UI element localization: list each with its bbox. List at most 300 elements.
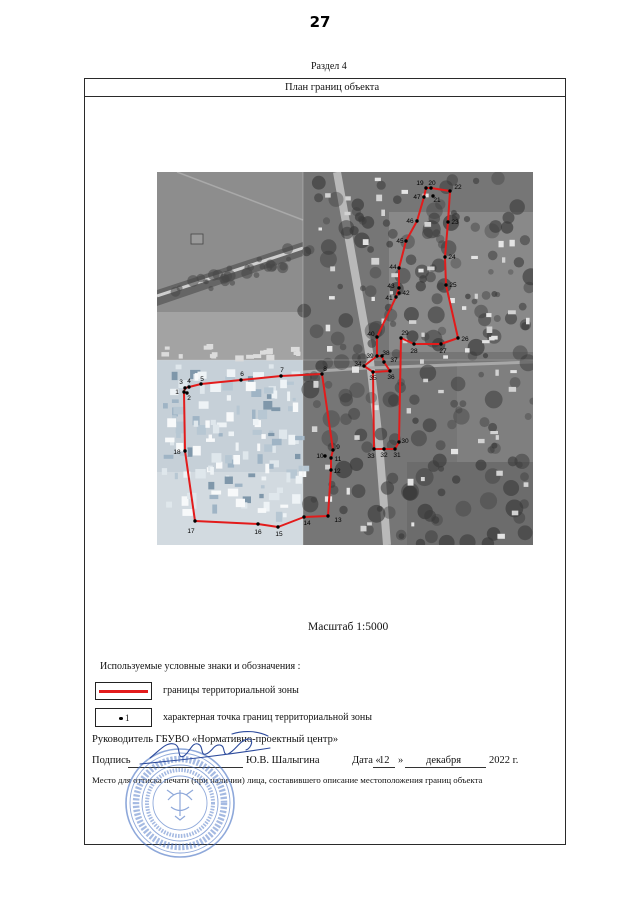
tree-canopy xyxy=(510,199,525,214)
building xyxy=(423,379,428,383)
tree-canopy xyxy=(366,392,377,403)
tree-canopy xyxy=(423,418,437,432)
building xyxy=(261,434,265,439)
building xyxy=(421,477,425,481)
tree-canopy xyxy=(241,268,252,279)
tree-canopy xyxy=(411,430,427,446)
tree-canopy xyxy=(377,181,386,190)
tree-canopy xyxy=(370,267,382,279)
building xyxy=(271,407,280,411)
tree-canopy xyxy=(485,391,503,409)
tree-canopy xyxy=(334,354,350,370)
building xyxy=(491,336,498,340)
tree-canopy xyxy=(383,219,390,226)
building xyxy=(205,420,209,427)
building xyxy=(286,472,290,482)
building xyxy=(326,325,331,332)
building xyxy=(229,432,235,437)
legend-point-number: 1 xyxy=(125,713,130,723)
signer-name: Ю.В. Шалыгина xyxy=(246,755,320,766)
date-month-underline xyxy=(405,767,486,768)
boundary-point-11 xyxy=(329,456,332,459)
building xyxy=(354,435,359,440)
point-label-17: 17 xyxy=(187,528,195,535)
date-label: Дата « xyxy=(352,755,381,766)
tree-canopy xyxy=(368,505,386,523)
building xyxy=(225,477,233,485)
building xyxy=(487,327,493,334)
building xyxy=(167,418,176,427)
tree-canopy xyxy=(406,255,417,266)
building xyxy=(163,403,168,408)
boundary-point-15 xyxy=(276,525,279,528)
building xyxy=(509,387,516,392)
building xyxy=(246,382,256,391)
legend-title: Используемые условные знаки и обозначения : xyxy=(100,661,301,672)
point-label-24: 24 xyxy=(448,254,456,261)
tree-canopy xyxy=(367,246,374,253)
building xyxy=(206,438,215,442)
boundary-point-28 xyxy=(412,342,415,345)
building xyxy=(176,365,182,370)
building xyxy=(363,239,369,245)
tree-canopy xyxy=(390,321,396,327)
point-label-34: 34 xyxy=(354,361,362,368)
building xyxy=(294,352,301,355)
tree-canopy xyxy=(329,192,344,207)
point-label-5: 5 xyxy=(200,376,204,383)
building xyxy=(424,222,431,227)
tree-canopy xyxy=(409,395,419,405)
tree-canopy xyxy=(348,408,360,420)
building xyxy=(325,193,331,197)
building xyxy=(451,449,458,454)
tree-canopy xyxy=(432,259,446,273)
tree-canopy xyxy=(412,418,418,424)
legend-red-line xyxy=(99,690,148,693)
tree-canopy xyxy=(503,212,515,224)
building xyxy=(292,494,300,504)
tree-canopy xyxy=(451,377,466,392)
boundary-point-19 xyxy=(424,186,427,189)
tree-canopy xyxy=(471,223,480,232)
point-label-38: 38 xyxy=(382,350,390,357)
boundary-point-45 xyxy=(404,239,407,242)
building xyxy=(253,419,259,425)
tree-canopy xyxy=(352,199,364,211)
boundary-point-27 xyxy=(439,342,442,345)
building xyxy=(293,403,298,413)
point-label-15: 15 xyxy=(275,531,283,538)
building xyxy=(210,467,214,475)
tree-canopy xyxy=(337,284,343,290)
building xyxy=(195,373,198,380)
tree-canopy xyxy=(224,270,236,282)
point-label-35: 35 xyxy=(369,375,377,382)
point-label-44: 44 xyxy=(389,264,397,271)
point-label-28: 28 xyxy=(410,348,418,355)
tree-canopy xyxy=(520,235,530,245)
tree-canopy xyxy=(386,241,393,248)
tree-canopy xyxy=(368,339,377,348)
tree-canopy xyxy=(503,480,519,496)
building xyxy=(443,355,448,358)
tree-canopy xyxy=(331,332,345,346)
tree-canopy xyxy=(353,344,363,354)
building xyxy=(252,410,256,419)
tree-canopy xyxy=(339,313,354,328)
point-label-4: 4 xyxy=(187,378,191,385)
building xyxy=(411,522,414,526)
building xyxy=(235,355,244,361)
building xyxy=(402,190,409,194)
point-label-36: 36 xyxy=(387,374,395,381)
building xyxy=(172,399,179,403)
stamp-place-note: Место для оттиска печати (при наличии) лица, составившего описание местоположения границ объекта xyxy=(92,775,483,785)
building xyxy=(259,494,263,498)
building xyxy=(246,355,254,359)
tree-canopy xyxy=(425,530,438,543)
building xyxy=(376,195,382,202)
legend-point-label: характерная точка границ территориальной зоны xyxy=(163,712,372,723)
tree-canopy xyxy=(313,400,321,408)
tree-canopy xyxy=(519,303,527,311)
boundary-point-3 xyxy=(183,386,186,389)
tree-canopy xyxy=(468,339,485,356)
building xyxy=(438,390,444,393)
boundary-point-24 xyxy=(443,255,446,258)
legend-boundary-symbol xyxy=(95,682,152,700)
tree-canopy xyxy=(465,294,471,300)
building xyxy=(495,370,498,376)
boundary-point-34 xyxy=(362,364,365,367)
building xyxy=(262,477,267,481)
building xyxy=(213,425,219,434)
building xyxy=(216,462,222,469)
building xyxy=(269,493,280,500)
building xyxy=(228,489,238,497)
tree-canopy xyxy=(279,263,287,271)
point-label-39: 39 xyxy=(366,353,374,360)
tree-canopy xyxy=(339,506,347,514)
point-label-12: 12 xyxy=(333,468,341,475)
building xyxy=(175,473,178,479)
boundary-point-41 xyxy=(394,295,397,298)
building xyxy=(345,196,351,200)
building xyxy=(313,381,318,388)
tree-canopy xyxy=(396,530,407,541)
tree-canopy xyxy=(260,264,266,270)
point-label-41: 41 xyxy=(385,295,393,302)
building xyxy=(165,438,174,443)
legend-boundary-label: границы территориальной зоны xyxy=(163,685,299,696)
tree-canopy xyxy=(257,257,263,263)
building xyxy=(371,258,379,265)
boundary-point-10 xyxy=(323,454,326,457)
building xyxy=(486,313,491,317)
building xyxy=(427,267,434,271)
tree-canopy xyxy=(341,227,353,239)
tree-canopy xyxy=(321,239,337,255)
building xyxy=(211,420,216,425)
tree-canopy xyxy=(518,525,533,540)
building xyxy=(319,228,323,231)
tree-canopy xyxy=(482,291,491,300)
tree-canopy xyxy=(514,257,524,267)
building xyxy=(165,347,170,350)
building xyxy=(243,451,249,459)
building xyxy=(182,509,192,516)
tree-canopy xyxy=(483,353,488,358)
boundary-point-14 xyxy=(302,515,305,518)
tree-canopy xyxy=(416,281,426,291)
map-field-northwest-lower xyxy=(157,312,303,360)
boundary-point-37 xyxy=(382,360,385,363)
building xyxy=(510,240,515,247)
tree-canopy xyxy=(254,272,260,278)
building xyxy=(210,383,221,392)
building xyxy=(212,505,217,514)
point-label-6: 6 xyxy=(240,371,244,378)
building xyxy=(465,348,470,352)
building xyxy=(258,454,263,464)
building xyxy=(235,484,243,487)
tree-canopy xyxy=(456,501,472,517)
date-month: декабря xyxy=(426,755,462,766)
building xyxy=(299,466,310,472)
boundary-point-33 xyxy=(372,447,375,450)
boundary-point-32 xyxy=(382,447,385,450)
tree-canopy xyxy=(266,259,275,268)
building xyxy=(391,273,398,277)
map-structure xyxy=(191,234,203,244)
tree-canopy xyxy=(352,484,366,498)
building xyxy=(280,505,288,508)
point-label-2: 2 xyxy=(187,395,191,402)
tree-canopy xyxy=(297,304,311,318)
point-label-29: 29 xyxy=(401,330,409,337)
building xyxy=(211,355,216,359)
boundary-point-47 xyxy=(422,195,425,198)
date-year: 2022 г. xyxy=(489,755,519,766)
building xyxy=(264,387,273,393)
building xyxy=(280,380,287,389)
tree-canopy xyxy=(310,324,324,338)
point-label-11: 11 xyxy=(334,456,342,463)
tree-canopy xyxy=(464,216,470,222)
tree-canopy xyxy=(480,492,497,509)
tree-canopy xyxy=(494,315,501,322)
boundary-point-6 xyxy=(239,378,242,381)
point-label-9: 9 xyxy=(336,444,340,451)
tree-canopy xyxy=(516,462,522,468)
organization-head-line: Руководитель ГБУВО «Нормативно-проектный центр» xyxy=(92,734,339,745)
tree-canopy xyxy=(197,274,206,283)
building xyxy=(478,439,485,443)
tree-canopy xyxy=(510,377,521,388)
tree-canopy xyxy=(426,202,443,219)
tree-canopy xyxy=(177,285,183,291)
tree-canopy xyxy=(478,372,484,378)
tree-canopy xyxy=(488,423,497,432)
building xyxy=(208,482,214,490)
building xyxy=(236,499,245,507)
building xyxy=(277,488,283,494)
tree-canopy xyxy=(312,176,326,190)
building xyxy=(295,454,300,459)
building xyxy=(236,443,239,451)
building xyxy=(253,354,261,358)
point-label-46: 46 xyxy=(406,218,414,225)
point-label-33: 33 xyxy=(367,453,375,460)
building xyxy=(330,266,335,271)
building xyxy=(212,453,222,463)
tree-canopy xyxy=(282,243,293,254)
building xyxy=(475,294,478,299)
tree-canopy xyxy=(508,269,514,275)
building xyxy=(269,364,274,368)
building xyxy=(288,435,295,445)
point-label-37: 37 xyxy=(390,357,398,364)
legend-point-symbol xyxy=(95,708,152,727)
building xyxy=(482,340,490,343)
building xyxy=(524,482,529,487)
tree-canopy xyxy=(349,383,364,398)
building xyxy=(276,512,282,522)
building xyxy=(526,318,530,325)
tree-canopy xyxy=(432,516,439,523)
point-label-23: 23 xyxy=(451,219,459,226)
point-label-14: 14 xyxy=(303,520,311,527)
date-day-underline xyxy=(373,767,395,768)
tree-canopy xyxy=(393,195,402,204)
boundary-point-35 xyxy=(371,370,374,373)
point-label-40: 40 xyxy=(367,331,375,338)
boundary-plan-map xyxy=(157,172,533,545)
building xyxy=(499,241,504,247)
tree-canopy xyxy=(428,306,445,323)
building xyxy=(329,296,335,299)
building xyxy=(225,455,232,463)
building xyxy=(227,369,236,377)
building xyxy=(161,352,169,356)
point-label-8: 8 xyxy=(323,366,327,373)
building xyxy=(283,513,287,517)
tree-canopy xyxy=(425,272,436,283)
tree-canopy xyxy=(381,481,394,494)
building xyxy=(287,392,290,402)
tree-canopy xyxy=(302,496,318,512)
map-scale: Масштаб 1:5000 xyxy=(308,621,389,633)
building xyxy=(226,412,233,421)
point-label-18: 18 xyxy=(173,449,181,456)
tree-canopy xyxy=(208,286,213,291)
point-label-25: 25 xyxy=(449,282,457,289)
building xyxy=(261,485,265,488)
building xyxy=(367,522,372,525)
tree-canopy xyxy=(508,456,518,466)
building xyxy=(211,491,221,495)
tree-canopy xyxy=(488,269,494,275)
building xyxy=(347,488,350,495)
boundary-point-18 xyxy=(183,449,186,452)
date-quote-close: » xyxy=(398,755,404,766)
point-label-32: 32 xyxy=(380,452,388,459)
building xyxy=(407,408,411,413)
tree-canopy xyxy=(450,400,458,408)
plan-header-row xyxy=(85,79,565,97)
tree-canopy xyxy=(361,441,372,452)
building xyxy=(269,464,273,469)
point-label-22: 22 xyxy=(454,184,462,191)
tree-canopy xyxy=(476,460,487,471)
tree-canopy xyxy=(323,410,340,427)
building xyxy=(390,291,393,294)
building xyxy=(258,508,267,513)
building xyxy=(233,455,240,464)
tree-canopy xyxy=(359,217,367,225)
boundary-point-7 xyxy=(279,374,282,377)
point-label-30: 30 xyxy=(401,438,409,445)
tree-canopy xyxy=(404,307,419,322)
building xyxy=(258,410,267,419)
building xyxy=(421,333,424,337)
building xyxy=(227,395,231,401)
boundary-point-25 xyxy=(444,283,447,286)
building xyxy=(260,351,266,355)
boundary-point-13 xyxy=(326,514,329,517)
building xyxy=(361,526,367,532)
boundary-point-43 xyxy=(397,286,400,289)
tree-canopy xyxy=(383,506,396,519)
boundary-point-46 xyxy=(415,219,418,222)
tree-canopy xyxy=(485,468,501,484)
building xyxy=(510,370,517,373)
building xyxy=(162,468,167,475)
tree-canopy xyxy=(325,381,333,389)
building xyxy=(272,446,276,453)
building xyxy=(462,306,466,310)
building xyxy=(179,354,183,359)
boundary-point-44 xyxy=(397,266,400,269)
point-label-19: 19 xyxy=(416,180,424,187)
boundary-point-23 xyxy=(446,220,449,223)
point-label-42: 42 xyxy=(402,290,410,297)
building xyxy=(508,310,516,314)
building xyxy=(408,479,414,486)
building xyxy=(195,469,206,479)
plan-header-title: План границ объекта xyxy=(285,82,380,93)
tree-canopy xyxy=(438,327,446,335)
point-label-13: 13 xyxy=(334,517,342,524)
building xyxy=(268,433,274,436)
tree-canopy xyxy=(302,247,311,256)
building xyxy=(327,346,332,352)
point-label-47: 47 xyxy=(413,194,421,201)
building xyxy=(248,473,255,477)
boundary-point-40 xyxy=(375,335,378,338)
building xyxy=(497,534,505,539)
boundary-point-12 xyxy=(329,468,332,471)
point-label-16: 16 xyxy=(254,529,262,536)
point-label-43: 43 xyxy=(387,283,395,290)
building xyxy=(188,447,193,456)
building xyxy=(375,178,381,181)
boundary-point-4 xyxy=(187,385,190,388)
tree-canopy xyxy=(286,257,291,262)
tree-canopy xyxy=(438,489,446,497)
boundary-point-30 xyxy=(397,440,400,443)
